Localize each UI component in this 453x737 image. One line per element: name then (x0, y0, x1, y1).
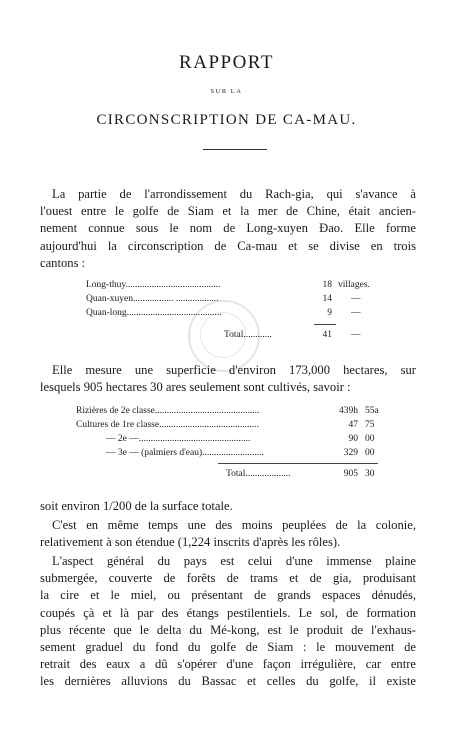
page-title: RAPPORT (179, 52, 274, 73)
text-line: coupés çà et là par des étangs pestilentiels. Le sol, de formation (40, 605, 416, 620)
total-label: Total (226, 469, 246, 479)
text-line: C'est en même temps une des moins peuplées de la colonie, (52, 518, 416, 532)
paragraph-population (40, 517, 416, 551)
culture-name: Rizières de 2e classe (76, 406, 155, 416)
culture-ares: 75 (365, 420, 375, 430)
cantons-table (86, 280, 396, 345)
text-line: La partie de l'arrondissement du Rach-gia, qui s'avance à (52, 187, 416, 201)
text-line: L'aspect général du pays est celui d'une immense plaine (52, 554, 416, 568)
canton-name: Long-thuy (86, 280, 126, 290)
total-rule (218, 463, 378, 464)
paragraph-surface (40, 362, 416, 396)
text-line: plus récente que le delta du Mé-kong, est le produit de l'exhaus- (40, 622, 416, 637)
text-line: cantons : (40, 255, 86, 270)
culture-ares: 00 (365, 434, 375, 444)
leader-dots: ........................................ (125, 280, 221, 290)
culture-hectares: 90 (348, 434, 358, 444)
total-rule (314, 324, 336, 325)
total-label: Total (224, 330, 244, 340)
text-line: sement graduel du fond du golfe de Siam : le mouvement de (40, 640, 416, 655)
culture-hectares: 47 (348, 420, 358, 430)
culture-name: — 2e — (106, 434, 139, 444)
paragraph-ratio (40, 498, 416, 515)
canton-count: 9 (327, 308, 332, 318)
canton-count: 18 (322, 280, 332, 290)
culture-name: — 3e — (palmiers d'eau) (106, 448, 203, 458)
text-line: soit environ 1/200 de la surface totale. (40, 499, 233, 513)
paragraph-intro (40, 186, 416, 272)
text-line: nement connue sous le nom de Long-xuyen Ðao. Elle forme (40, 221, 416, 236)
culture-hectares: 439h (339, 406, 358, 416)
leader-dots: ............................................ (154, 406, 260, 416)
total-ares: 30 (365, 469, 375, 479)
leader-dots: .......................... (202, 448, 264, 458)
page-subtitle: CIRCONSCRIPTION DE CA-MAU. (96, 112, 357, 128)
canton-name: Quan-xuyen (86, 294, 133, 304)
total-count: 41 (322, 330, 332, 340)
leader-dots: ........................................ (126, 308, 222, 318)
canton-unit: villages. (338, 280, 370, 290)
leader-dots: ............ (243, 330, 272, 340)
culture-name: Cultures de 1re classe (76, 420, 160, 430)
canton-count: 14 (322, 294, 332, 304)
text-line: l'ouest entre le golfe de Siam et la mer de Chine, était ancien- (40, 204, 416, 219)
total-hectares: 905 (343, 469, 358, 479)
text-line: les dernières alluvions du Bassac et celles du golfe, il existe (40, 674, 416, 689)
text-line: la cire et le miel, ou présentant de grands espaces dénudés, (40, 588, 416, 603)
canton-unit: — (351, 308, 361, 318)
leader-dots: .......................................... (159, 420, 259, 430)
paragraph-aspect (40, 553, 416, 691)
canton-unit: — (351, 294, 361, 304)
leader-dots: ................... (245, 469, 291, 479)
text-line: retrait des eaux a dû s'opérer d'une façon irrégulière, car entre (40, 657, 416, 672)
text-line: lesquels 905 hectares 30 ares seulement sont cultivés, savoir : (40, 380, 351, 395)
culture-ares: 55a (365, 406, 379, 416)
leader-dots: ................. .................. (132, 294, 219, 304)
canton-name: Quan-long (86, 308, 127, 318)
text-line: aujourd'hui la circonscription de Ca-mau et se divise en trois (40, 238, 416, 253)
culture-hectares: 329 (343, 448, 358, 458)
cultures-table (76, 406, 396, 486)
text-line: Elle mesure une superficie d'environ 173,000 hectares, sur (52, 363, 416, 377)
title-rule (203, 149, 267, 150)
text-line: submergée, couverte de forêts de trams et de gia, produisant (40, 571, 416, 586)
leader-dots: ............................................... (138, 434, 251, 444)
culture-ares: 00 (365, 448, 375, 458)
text-line: relativement à son étendue (1,224 inscrits d'après les rôles). (40, 535, 341, 550)
title-connector: SUR LA (210, 88, 243, 95)
total-unit: — (351, 330, 361, 340)
